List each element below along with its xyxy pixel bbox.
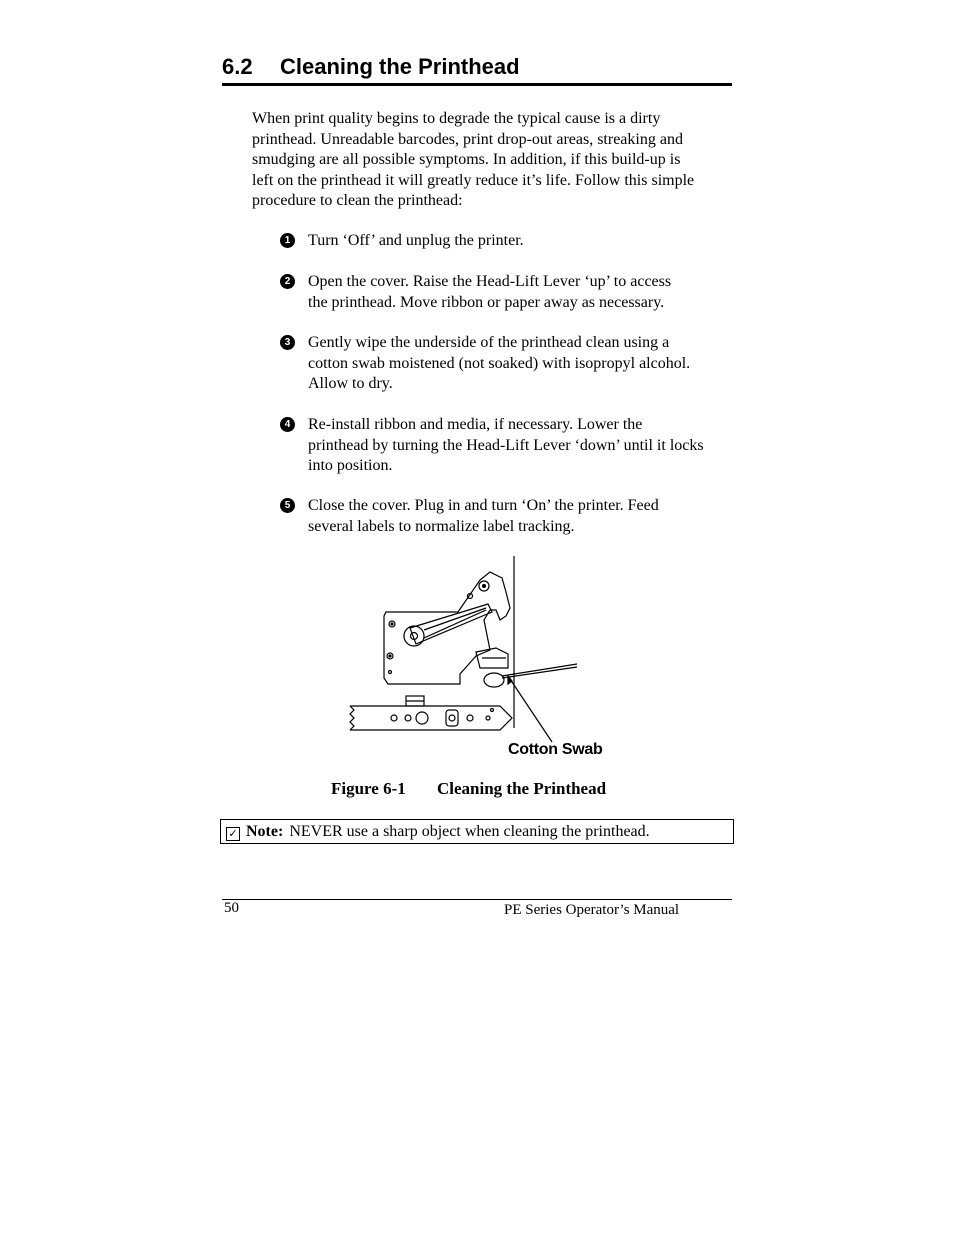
intro-line: smudging are all possible symptoms. In addition, if this build-up is [252, 151, 681, 168]
note-text: NEVER use a sharp object when cleaning the printhead. [289, 823, 650, 840]
note-box [220, 819, 734, 844]
note-label: Note: [246, 823, 284, 840]
page-number: 50 [224, 900, 239, 916]
step-number-icon: 5 [280, 498, 295, 513]
figure-caption [331, 779, 606, 799]
manual-title: PE Series Operator’s Manual [504, 902, 680, 918]
step-line: Allow to dry. [308, 375, 393, 392]
step-line: cotton swab moistened (not soaked) with isopropyl alcohol. [308, 354, 691, 372]
step-text [308, 333, 738, 395]
step-text [308, 231, 738, 252]
step-line: Open the cover. Raise the Head-Lift Lever ‘up’ to access [308, 273, 672, 290]
step-line: Turn ‘Off’ and unplug the printer. [308, 232, 524, 249]
step-number-icon: 2 [280, 274, 295, 289]
step-text [308, 496, 738, 537]
step-line: several labels to normalize label tracking. [308, 517, 575, 535]
step-line: into position. [308, 457, 393, 474]
section-title: Cleaning the Printhead [280, 54, 520, 79]
intro-paragraph [252, 109, 736, 212]
step-text [308, 415, 738, 477]
step-line: printhead by turning the Head-Lift Lever ‘down’ until it locks [308, 436, 704, 454]
cotton-swab-callout: Cotton Swab [508, 741, 603, 758]
step-item [280, 333, 738, 395]
printhead-figure [340, 550, 630, 770]
step-text [308, 272, 738, 313]
step-line: Re-install ribbon and media, if necessary. Lower the [308, 416, 643, 433]
step-number-icon: 4 [280, 417, 295, 432]
section-number: 6.2 [222, 54, 253, 79]
printhead-mechanism-illustration [340, 550, 630, 770]
figure-number: Figure 6-1 [331, 779, 406, 798]
step-number-icon: 1 [280, 233, 295, 248]
figure-caption-text: Cleaning the Printhead [437, 779, 607, 798]
step-line: the printhead. Move ribbon or paper away as necessary. [308, 293, 665, 311]
step-item [280, 496, 738, 537]
checkbox-icon: ✓ [226, 827, 240, 841]
intro-line: printhead. Unreadable barcodes, print drop-out areas, streaking and [252, 130, 683, 148]
step-line: Gently wipe the underside of the printhead clean using a [308, 334, 670, 351]
footer-rule [222, 899, 732, 900]
intro-line: When print quality begins to degrade the typical cause is a dirty [252, 110, 661, 127]
step-item [280, 415, 738, 477]
step-line: Close the cover. Plug in and turn ‘On’ the printer. Feed [308, 497, 659, 514]
intro-line: left on the printhead it will greatly reduce it’s life. Follow this simple [252, 171, 695, 189]
intro-line: procedure to clean the printhead: [252, 192, 463, 209]
step-item [280, 272, 738, 313]
section-heading [222, 54, 732, 86]
step-number-icon: 3 [280, 335, 295, 350]
step-item [280, 231, 738, 252]
